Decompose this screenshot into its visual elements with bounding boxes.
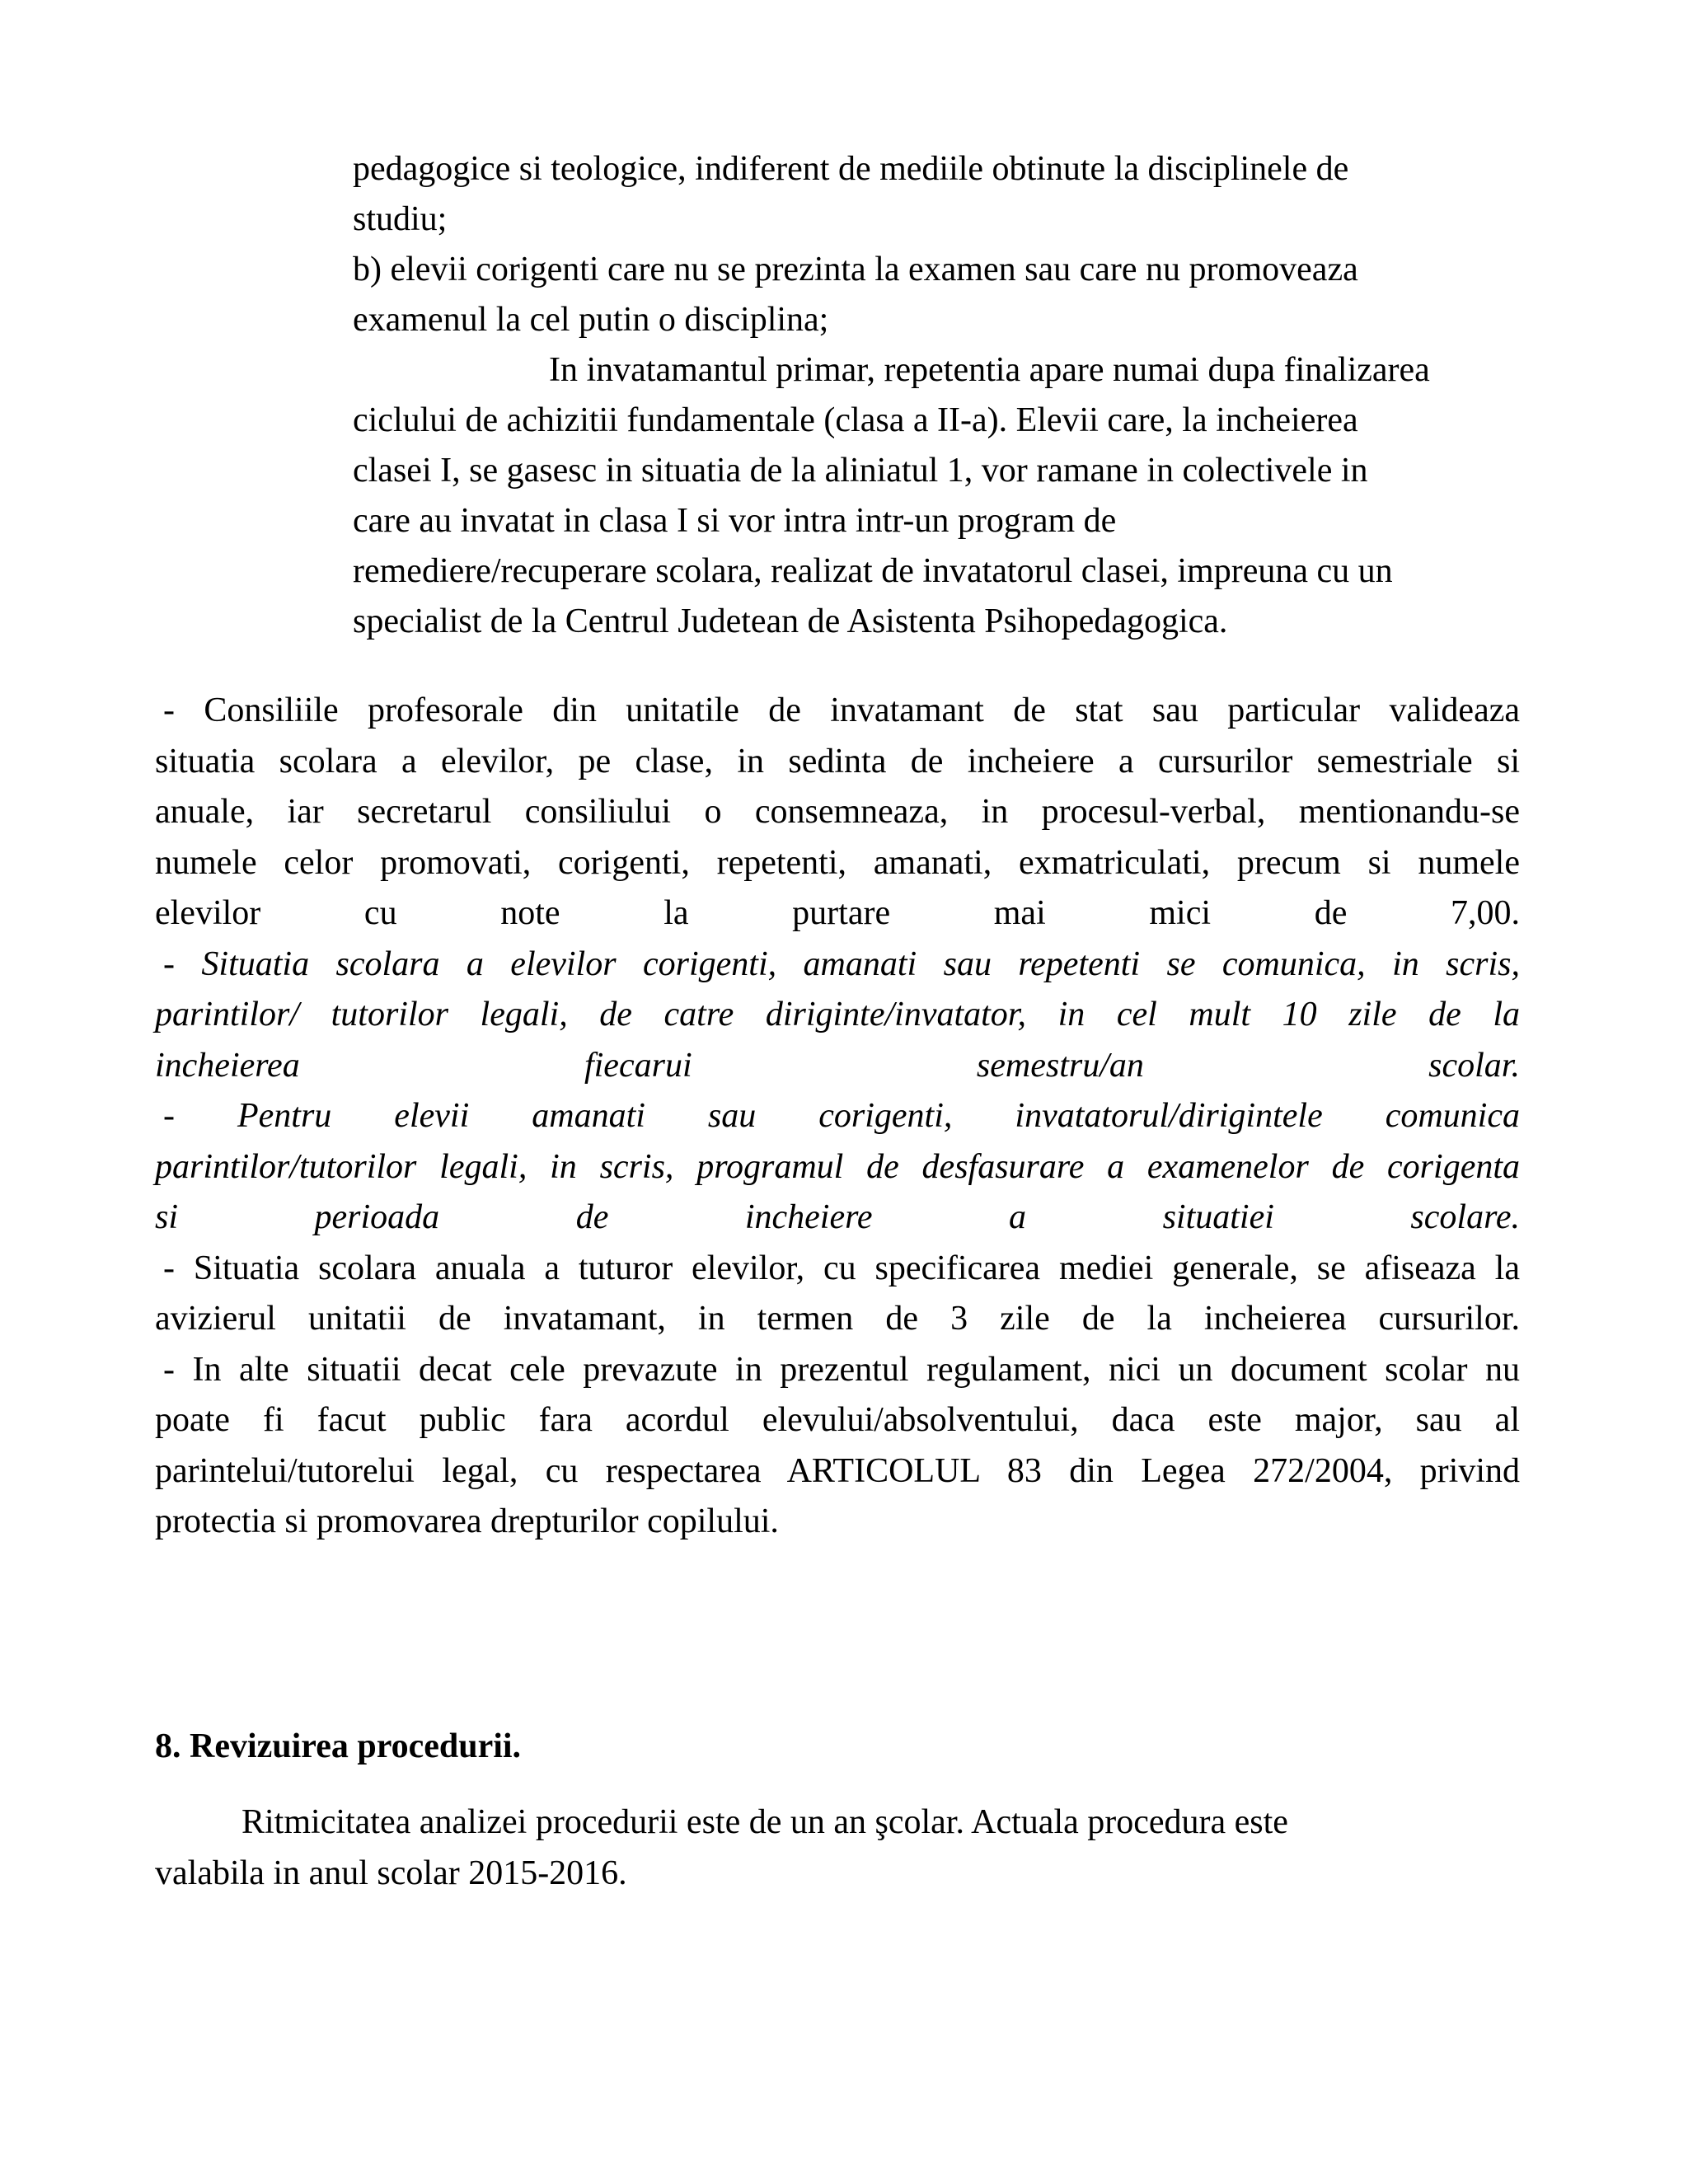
text-line: situatia scolara a elevilor, pe clase, in sedinta de incheiere a cursurilor semestriale si bbox=[155, 742, 1520, 780]
section-heading: 8. Revizuirea procedurii. bbox=[155, 1727, 522, 1765]
paragraph-exam-schedule bbox=[155, 1091, 1520, 1244]
text-line: protectia si promovarea drepturilor copilului. bbox=[155, 1502, 779, 1540]
text-line: In invatamantul primar, repetentia apare numai dupa finalizarea bbox=[549, 351, 1430, 389]
main-paragraphs bbox=[155, 686, 1520, 1548]
text-line: Ritmicitatea analizei procedurii este de un an şcolar. Actuala procedura este bbox=[241, 1803, 1288, 1841]
text-line: studiu; bbox=[353, 200, 448, 238]
text-line: - Pentru elevii amanati sau corigenti, invatatorul/dirigintele comunica bbox=[163, 1097, 1520, 1135]
text-line: - Situatia scolara anuala a tuturor elevilor, cu specificarea mediei generale, se afiseaza la bbox=[163, 1249, 1520, 1287]
review-paragraph bbox=[155, 1797, 1441, 1899]
indented-list-continuation bbox=[353, 144, 1507, 647]
text-line: - In alte situatii decat cele prevazute in prezentul regulament, nici un document scolar nu bbox=[163, 1350, 1520, 1389]
text-line: poate fi facut public fara acordul elevului/absolventului, daca este major, sau al bbox=[155, 1401, 1520, 1439]
text-line: parintilor/tutorilor legali, in scris, programul de desfasurare a examenelor de corigenta bbox=[155, 1147, 1520, 1186]
text-line: - Consiliile profesorale din unitatile de invatamant de stat sau particular valideaza bbox=[163, 691, 1520, 729]
text-line: examenul la cel putin o disciplina; bbox=[353, 301, 829, 339]
text-line: ciclului de achizitii fundamentale (clasa a II-a). Elevii care, la incheierea bbox=[353, 401, 1358, 439]
text-line: numele celor promovati, corigenti, repetenti, amanati, exmatriculati, precum si numele bbox=[155, 843, 1520, 882]
text-line: avizierul unitatii de invatamant, in termen de 3 zile de la incheierea cursurilor. bbox=[155, 1300, 1520, 1338]
text-line: b) elevii corigenti care nu se prezinta la examen sau care nu promoveaza bbox=[353, 251, 1358, 288]
text-line: care au invatat in clasa I si vor intra intr-un program de bbox=[353, 502, 1117, 540]
paragraph-privacy bbox=[155, 1345, 1520, 1548]
text-line: specialist de la Centrul Judetean de Asistenta Psihopedagogica. bbox=[353, 602, 1228, 640]
text-line: clasei I, se gasesc in situatia de la aliniatul 1, vor ramane in colectivele in bbox=[353, 452, 1368, 490]
text-line: elevilor cu note la purtare mai mici de 7,00. bbox=[155, 894, 1520, 932]
text-line: incheierea fiecarui semestru/an scolar. bbox=[155, 1046, 1520, 1085]
paragraph-validation bbox=[155, 686, 1520, 940]
text-line: anuale, iar secretarul consiliului o consemneaza, in procesul-verbal, mentionandu-se bbox=[155, 793, 1520, 831]
text-line: remediere/recuperare scolara, realizat de invatatorul clasei, impreuna cu un bbox=[353, 552, 1393, 590]
text-line: - Situatia scolara a elevilor corigenti, amanati sau repetenti se comunica, in scris, bbox=[163, 944, 1520, 983]
text-line: si perioada de incheiere a situatiei scolare. bbox=[155, 1198, 1520, 1236]
text-line: parintelui/tutorelui legal, cu respectarea ARTICOLUL 83 din Legea 272/2004, privind bbox=[155, 1451, 1520, 1490]
paragraph-communication bbox=[155, 940, 1520, 1092]
paragraph-annual-situation bbox=[155, 1244, 1520, 1345]
text-line: valabila in anul scolar 2015-2016. bbox=[155, 1854, 627, 1892]
text-line: parintilor/ tutorilor legali, de catre diriginte/invatator, in cel mult 10 zile de la bbox=[155, 996, 1520, 1033]
text-line: pedagogice si teologice, indiferent de mediile obtinute la disciplinele de bbox=[353, 150, 1349, 188]
